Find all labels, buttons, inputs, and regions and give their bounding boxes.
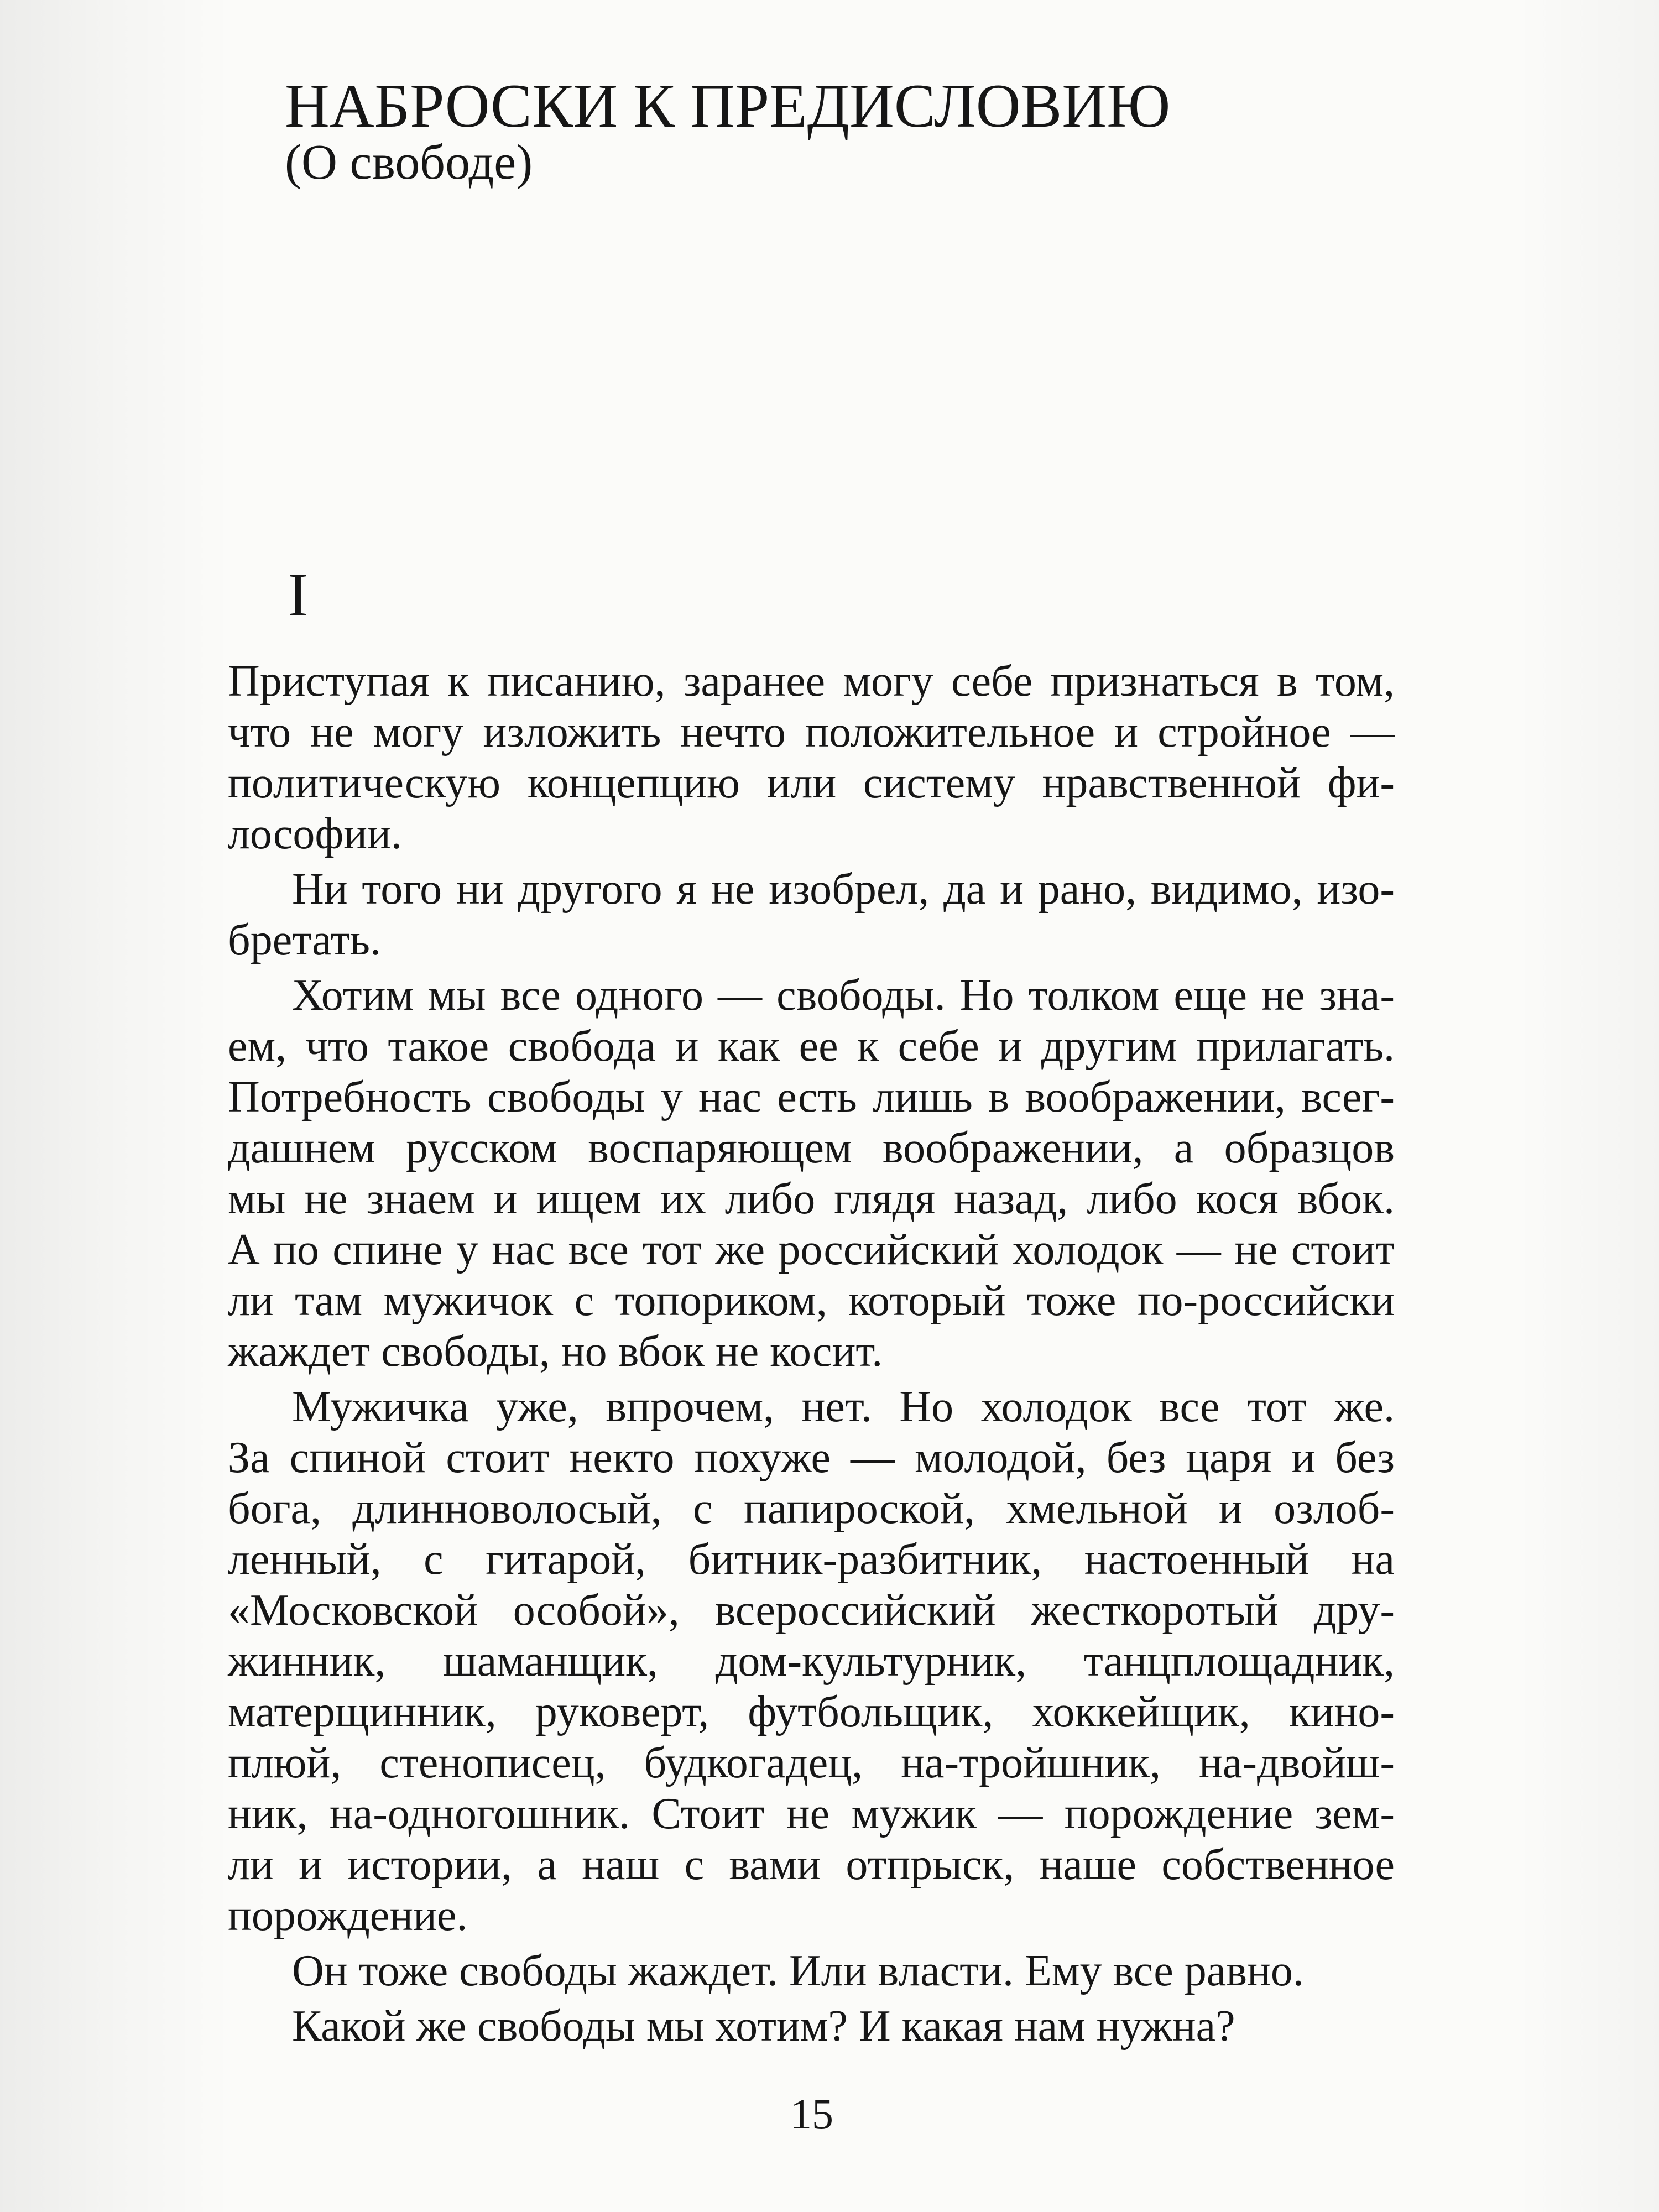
text-line: лософии. xyxy=(228,810,402,858)
text-line: Он тоже свободы жаждет. Или власти. Ему все равно. xyxy=(292,1947,1304,1995)
chapter-title: НАБРОСКИ К ПРЕДИСЛОВИЮ xyxy=(285,72,1171,140)
chapter-subtitle: (О свободе) xyxy=(285,135,533,190)
text-line: жаждет свободы, но вбок не косит. xyxy=(228,1327,883,1376)
text-line: ли там мужичок с топориком, который тоже по-российски xyxy=(228,1276,1395,1325)
page-number: 15 xyxy=(790,2090,833,2138)
text-line: Мужичка уже, впрочем, нет. Но холодок все тот же. xyxy=(292,1383,1395,1431)
text-line: ленный, с гитарой, битник-разбитник, настоенный на xyxy=(228,1535,1395,1584)
text-line: «Московской особой», всероссийский жесткоротый дру- xyxy=(228,1586,1395,1635)
text-line: дашнем русском воспаряющем воображении, а образцов xyxy=(228,1124,1395,1172)
text-line: матерщинник, руковерт, футбольщик, хоккейщик, кино- xyxy=(228,1688,1395,1736)
text-line: бретать. xyxy=(228,916,382,964)
text-line: что не могу изложить нечто положительное и стройное — xyxy=(228,708,1395,757)
paragraph xyxy=(228,2001,1395,2052)
body-text xyxy=(228,656,1395,2052)
paragraph xyxy=(228,864,1395,966)
text-line: порождение. xyxy=(228,1891,468,1940)
text-line: жинник, шаманщик, дом-культурник, танцплощадник, xyxy=(228,1637,1395,1686)
text-line: За спиной стоит некто похуже — молодой, без царя и без xyxy=(228,1433,1395,1482)
section-numeral: I xyxy=(288,561,309,629)
text-line: Хотим мы все одного — свободы. Но толком еще не зна- xyxy=(292,971,1395,1020)
text-line: ем, что такое свобода и как ее к себе и другим прилагать. xyxy=(228,1022,1395,1071)
text-line: мы не знаем и ищем их либо глядя назад, либо кося вбок. xyxy=(228,1175,1395,1223)
paragraph xyxy=(228,970,1395,1377)
text-line: Приступая к писанию, заранее могу себе признаться в том, xyxy=(228,657,1395,706)
paragraph xyxy=(228,1945,1395,1996)
paragraph xyxy=(228,1381,1395,1941)
text-line: ли и истории, а наш с вами отпрыск, наше собственное xyxy=(228,1840,1395,1889)
text-line: бога, длинноволосый, с папироской, хмельной и озлоб- xyxy=(228,1484,1395,1533)
text-line: Потребность свободы у нас есть лишь в воображении, всег- xyxy=(228,1073,1395,1121)
text-line: Ни того ни другого я не изобрел, да и рано, видимо, изо- xyxy=(292,865,1395,914)
text-line: политическую концепцию или систему нравственной фи- xyxy=(228,759,1395,807)
text-line: А по спине у нас все тот же российский холодок — не стоит xyxy=(228,1225,1395,1274)
text-line: ник, на-одногошник. Стоит не мужик — порождение зем- xyxy=(228,1790,1395,1838)
paragraph xyxy=(228,656,1395,859)
text-line: плюй, стенописец, будкогадец, на-тройшник, на-двойш- xyxy=(228,1739,1395,1787)
text-line: Какой же свободы мы хотим? И какая нам нужна? xyxy=(292,2002,1235,2051)
